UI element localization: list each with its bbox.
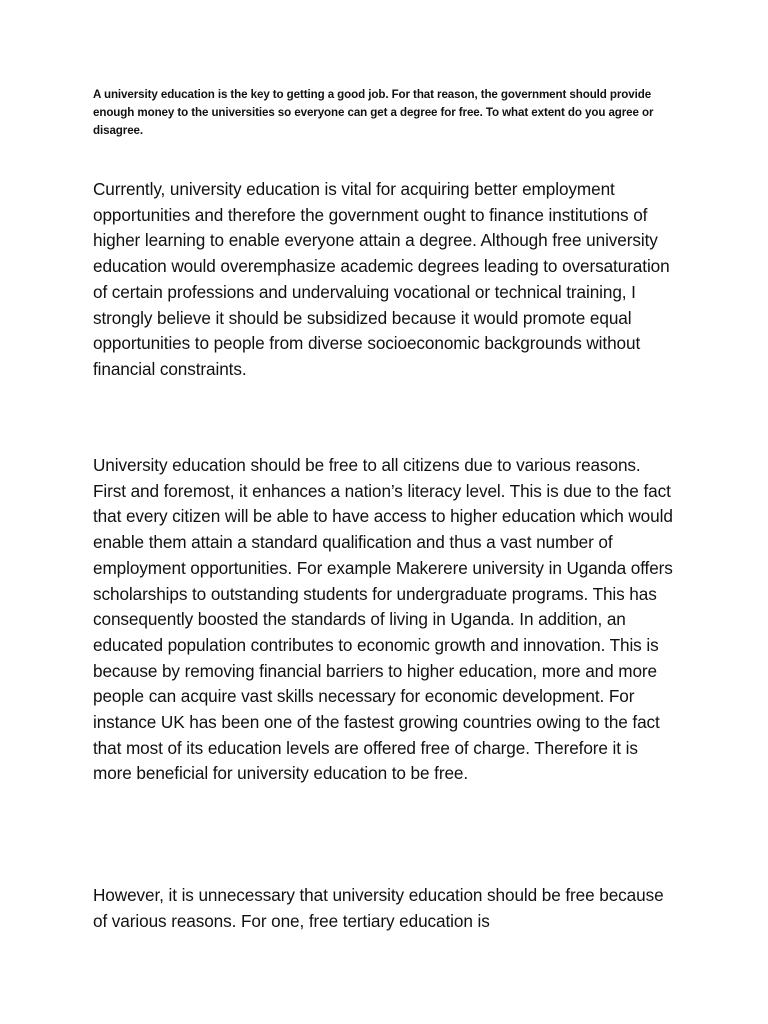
paragraph-introduction: Currently, university education is vital for acquiring better employment opportunities and therefore the government ought to finance institutions of higher learning to enable everyone attain a degree. Although free university education would overemphasize academic degrees leading to oversaturation of certain professions and undervaluing vocational or technical training, I strongly believe it should be subsidized because it would promote equal opportunities to people from diverse socioeconomic backgrounds without financial constraints. bbox=[93, 179, 670, 379]
essay-prompt: A university education is the key to getting a good job. For that reason, the government should provide enough money to the universities so everyone can get a degree for free. To what extent do you agree or disagree. bbox=[93, 88, 654, 137]
paragraph-body-1: University education should be free to all citizens due to various reasons. First and foremost, it enhances a nation’s literacy level. This is due to the fact that every citizen will be able to have access to higher education which would enable them attain a standard qualification and thus a vast number of employment opportunities. For example Makerere university in Uganda offers scholarships to outstanding students for undergraduate programs. This has consequently boosted the standards of living in Uganda. In addition, an educated population contributes to economic growth and innovation. This is because by removing financial barriers to higher education, more and more people can acquire vast skills necessary for economic development. For instance UK has been one of the fastest growing countries owing to the fact that most of its education levels are offered free of charge. Therefore it is more beneficial for university education to be free. bbox=[93, 455, 673, 784]
paragraph-body-2: However, it is unnecessary that university education should be free because of various reasons. For one, free tertiary education is bbox=[93, 885, 664, 931]
